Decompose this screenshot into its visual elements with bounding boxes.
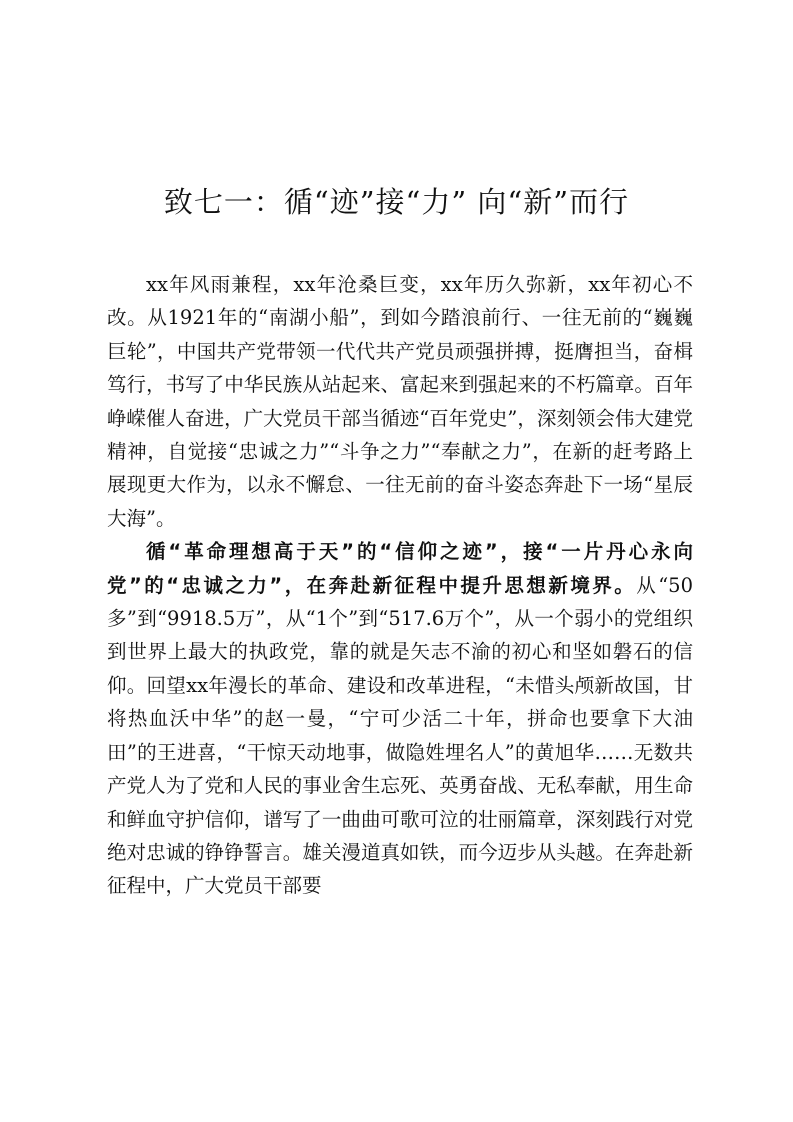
paragraph-2-text: 从“50多”到“9918.5万”，从“1个”到“517.6万个”，从一个弱小的党组织到世界上最大的执政党，靠的就是矢志不渝的初心和坚如磐石的信仰。回望xx年漫长的革命、建设和改革进程，“未惜头颅新故国，甘将热血沃中华”的赵一曼，“宁可少活二十年，拼命也要拿下大油田”的王进喜，“干惊天动地事，做隐姓埋名人”的黄旭华……无数共产党人为了党和人民的事业舍生忘死、英勇奋战、无私奉献，用生命和鲜血守护信仰，谱写了一曲曲可歌可泣的壮丽篇章，深刻践行对党绝对忠诚的铮铮誓言。雄关漫道真如铁，而今迈步从头越。在奔赴新征程中，广大党员干部要 [107,573,693,898]
document-body [107,268,693,903]
paragraph-1-text: xx年风雨兼程，xx年沧桑巨变，xx年历久弥新，xx年初心不改。从1921年的“南湖小船”，到如今踏浪前行、一往无前的“巍巍巨轮”，中国共产党带领一代代共产党员顽强拼搏，挺膺担当，奋楫笃行，书写了中华民族从站起来、富起来到强起来的不朽篇章。百年峥嵘催人奋进，广大党员干部当循迹“百年党史”，深刻领会伟大建党精神，自觉接“忠诚之力”“斗争之力”“奉献之力”，在新的赶考路上展现更大作为，以永不懈怠、一往无前的奋斗姿态奔赴下一场“星辰大海”。 [107,273,693,530]
paragraph-1 [107,268,693,535]
paragraph-2 [107,535,693,902]
document-title: 致七一：循“迹”接“力” 向“新”而行 [163,185,630,219]
paragraph-2-lead: 循“革命理想高于天”的“信仰之迹”，接“一片丹心永向党”的“忠诚之力”，在奔赴新征程中提升思想新境界。 [107,540,693,597]
